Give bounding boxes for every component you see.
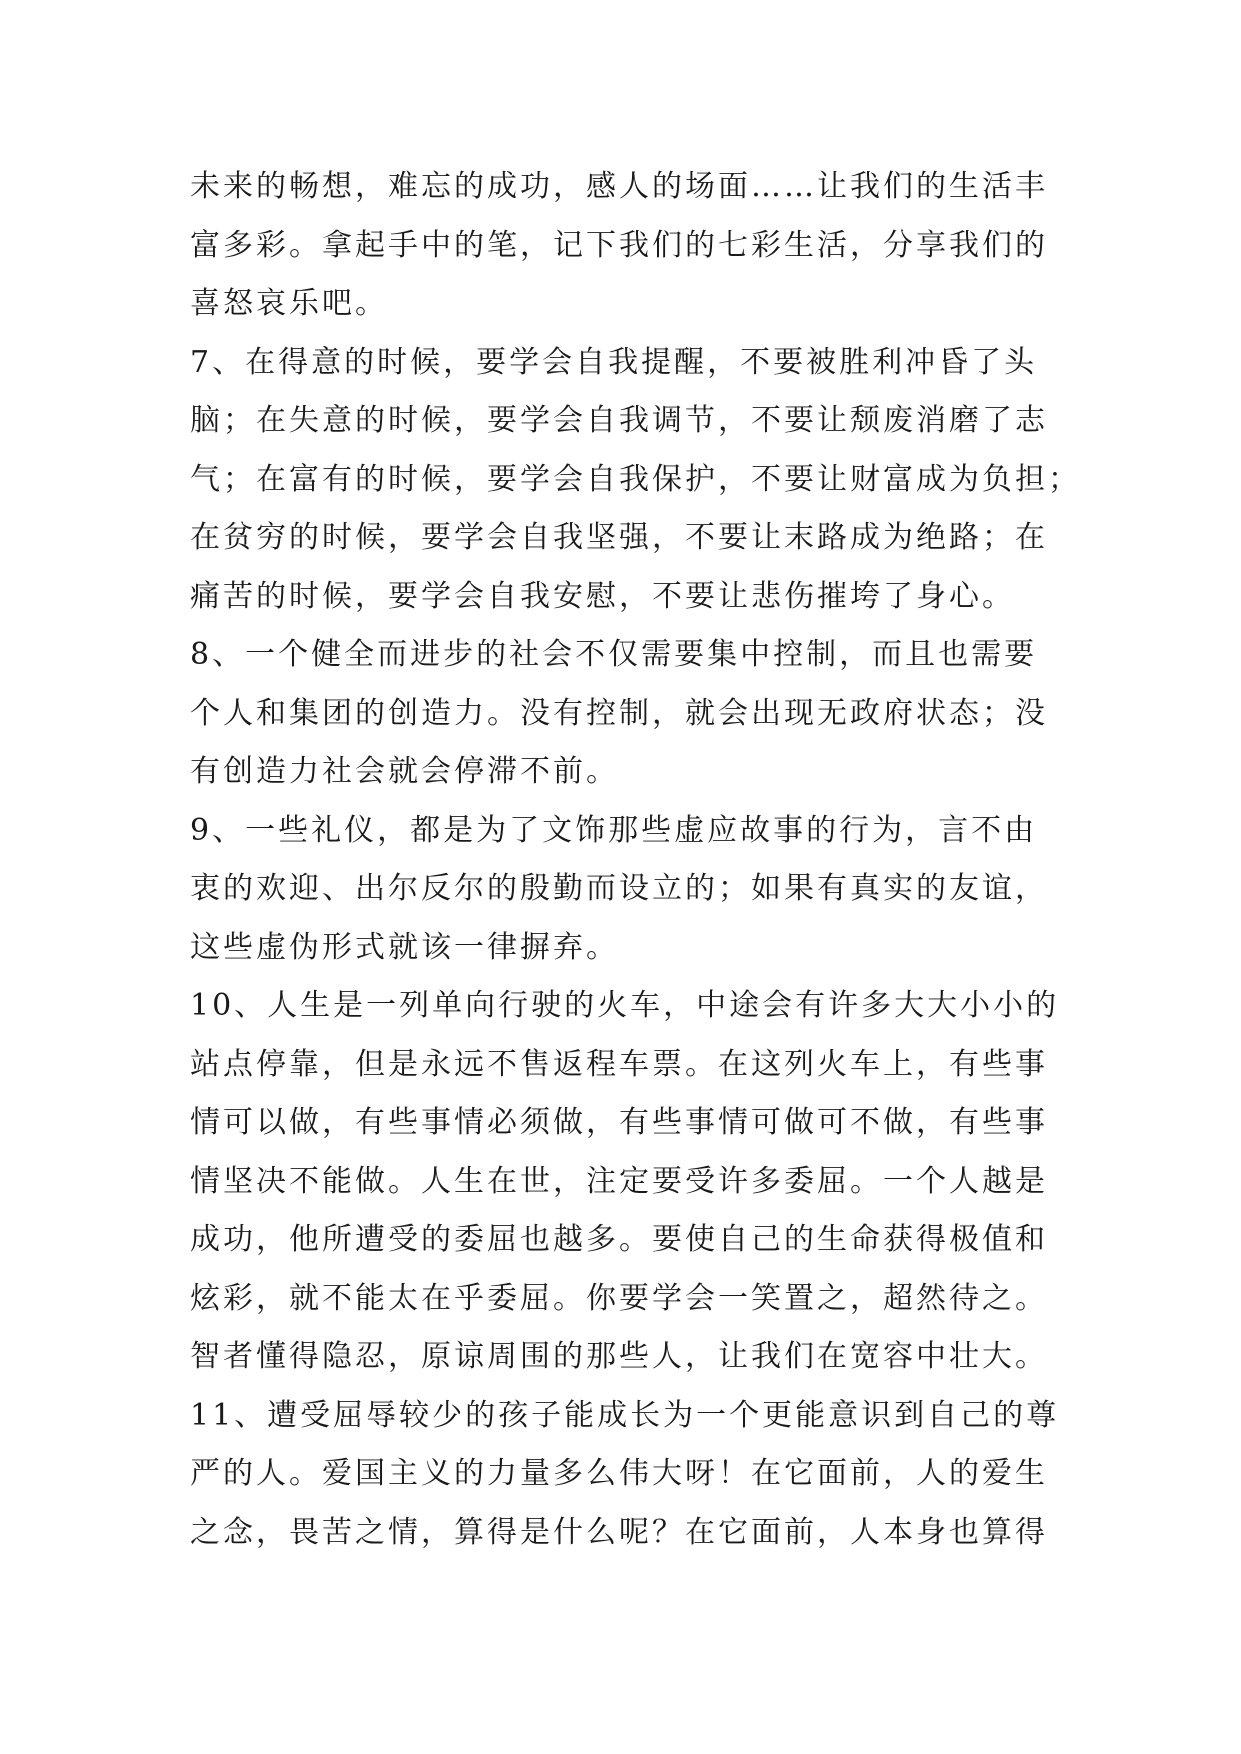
- text-line: 智者懂得隐忍，原谅周围的那些人，让我们在宽容中壮大。: [190, 1339, 1048, 1374]
- text-line: 脑；在失意的时候，要学会自我调节，不要让颓废消磨了志: [190, 403, 1048, 438]
- text-line: 痛苦的时候，要学会自我安慰，不要让悲伤摧垮了身心。: [190, 578, 1015, 614]
- text-line: 10、人生是一列单向行驶的火车，中途会有许多大大小小的: [190, 988, 1060, 1023]
- text-line: 情可以做，有些事情必须做，有些事情可做可不做，有些事: [190, 1105, 1048, 1140]
- document-body: [190, 158, 1081, 1562]
- text-line: 8、一个健全而进步的社会不仅需要集中控制，而且也需要: [190, 637, 1038, 672]
- text-line: 严的人。爱国主义的力量多么伟大呀！在它面前，人的爱生: [190, 1456, 1048, 1491]
- text-line: 未来的畅想，难忘的成功，感人的场面……让我们的生活丰: [190, 169, 1048, 204]
- text-line: 富多彩。拿起手中的笔，记下我们的七彩生活，分享我们的: [190, 227, 1048, 263]
- text-line: 炫彩，就不能太在乎委屈。你要学会一笑置之，超然待之。: [190, 1280, 1048, 1316]
- text-line: 情坚决不能做。人生在世，注定要受许多委屈。一个人越是: [190, 1163, 1048, 1199]
- text-line: 站点停靠，但是永远不售返程车票。在这列火车上，有些事: [190, 1046, 1048, 1082]
- text-line: 个人和集团的创造力。没有控制，就会出现无政府状态；没: [190, 695, 1048, 731]
- text-line: 之念，畏苦之情，算得是什么呢？在它面前，人本身也算得: [190, 1514, 1048, 1550]
- text-line: 衷的欢迎、出尔反尔的殷勤而设立的；如果有真实的友谊，: [190, 871, 1048, 906]
- text-line: 7、在得意的时候，要学会自我提醒，不要被胜利冲昏了头: [190, 344, 1038, 380]
- text-line: 喜怒哀乐吧。: [190, 286, 388, 321]
- text-line: 11、遭受屈辱较少的孩子能成长为一个更能意识到自己的尊: [190, 1397, 1060, 1433]
- text-line: 这些虚伪形式就该一律摒弃。: [190, 929, 619, 965]
- text-line: 有创造力社会就会停滞不前。: [190, 754, 619, 789]
- text-line: 气；在富有的时候，要学会自我保护，不要让财富成为负担；: [190, 461, 1081, 497]
- text-line: 在贫穷的时候，要学会自我坚强，不要让末路成为绝路；在: [190, 520, 1048, 555]
- text-line: 成功，他所遭受的委屈也越多。要使自己的生命获得极值和: [190, 1222, 1048, 1257]
- text-line: 9、一些礼仪，都是为了文饰那些虚应故事的行为，言不由: [190, 812, 1038, 848]
